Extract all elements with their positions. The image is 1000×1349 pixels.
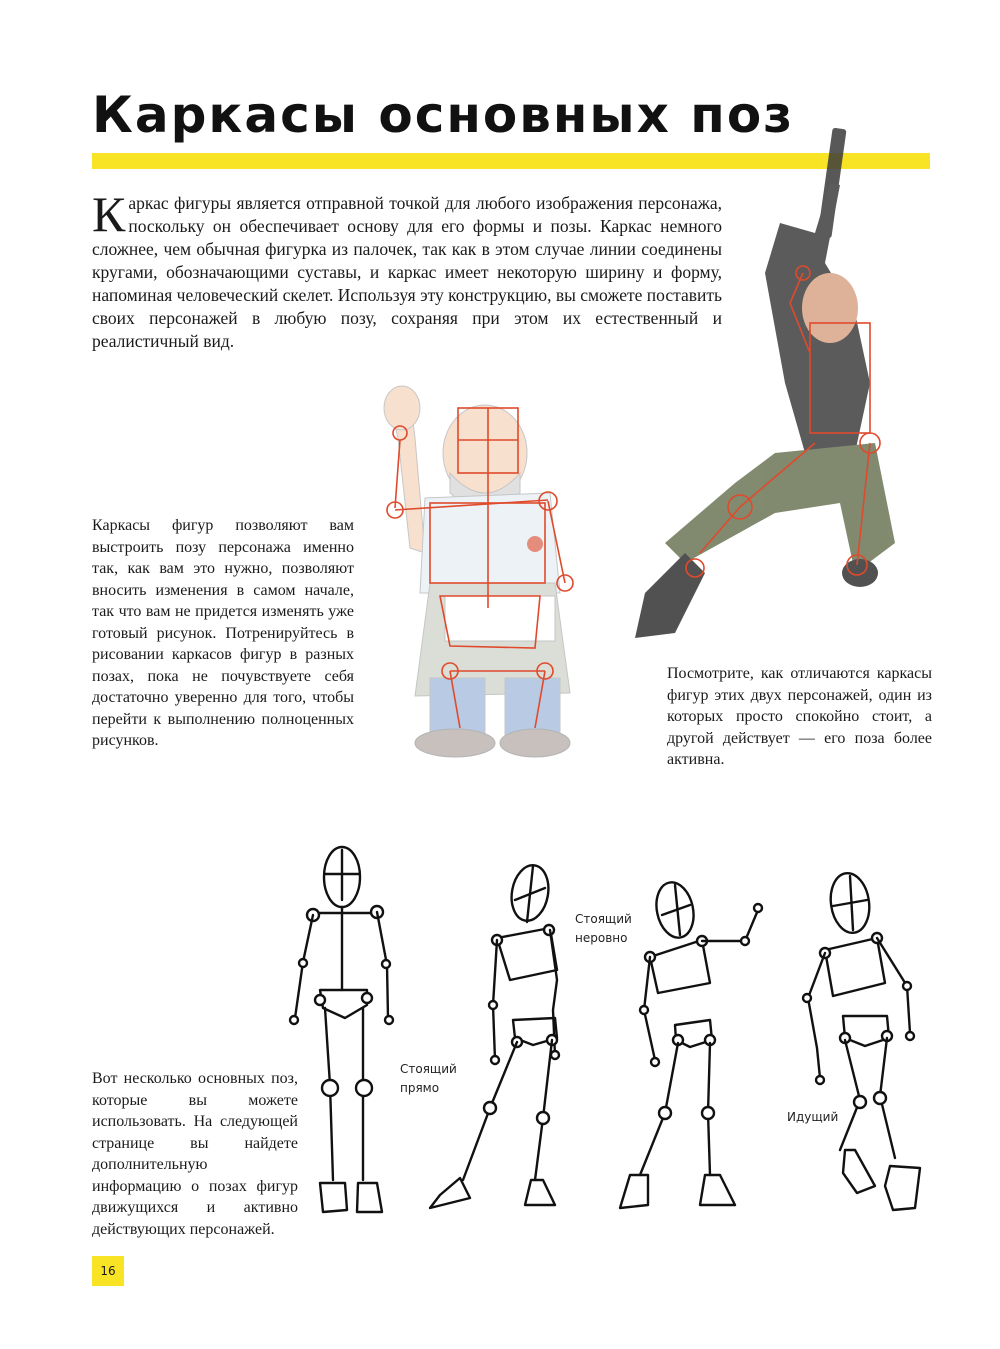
label-standing-straight: Стоящий прямо — [400, 1062, 457, 1095]
old-man-illustration — [370, 378, 600, 770]
intro-text: аркас фигуры является отправной точкой для любого изображения персонажа, поскольку он обеспечивает основу для его формы и позы. Каркас немного сложнее, чем обычная фигурка из палочек, так как в этом случае линии соединены кругами, обозначающими суставы, и каркас имеет некоторую ширину и форму, напоминая человеческий скелет. Используя эту конструкцию, вы сможете поставить своих персонажей в любую позу, сохраняя при этом их естественный и реалистичный вид. — [92, 193, 722, 351]
page-title: Каркасы основных поз — [92, 86, 795, 144]
figure-arm-raised — [610, 875, 770, 1220]
figure-standing-straight — [285, 840, 395, 1220]
label-walking: Идущий — [787, 1110, 839, 1124]
action-heroine-illustration — [625, 123, 900, 643]
page-number: 16 — [92, 1256, 124, 1286]
label-standing-uneven: Стоящий неровно — [575, 912, 632, 945]
figure-walking — [795, 868, 930, 1228]
paragraph-right: Посмотрите, как отличаются каркасы фигур этих двух персонажей, один из которых просто спокойно стоит, а другой действует –– его поза более активна. — [667, 665, 932, 768]
drop-cap: К — [92, 186, 126, 242]
figure-standing-leaning — [425, 860, 570, 1220]
paragraph-bottom: Вот несколько основных поз, которые вы можете использовать. На следующей странице вы найдете дополнительную информацию о позах фигур движущихся и активно действующих персонажей. — [92, 1070, 298, 1238]
paragraph-left: Каркасы фигур позволяют вам выстроить позу персонажа именно так, как вам это нужно, позволяют вносить изменения в самом начале, так что вам не придется изменять уже готовый рисунок. Потренируйтесь в рисовании каркасов фигур в разных позах, пока не почувствуете себя достаточно уверенно для того, чтобы перейти к выполнению полноценных рисунков. — [92, 517, 354, 749]
